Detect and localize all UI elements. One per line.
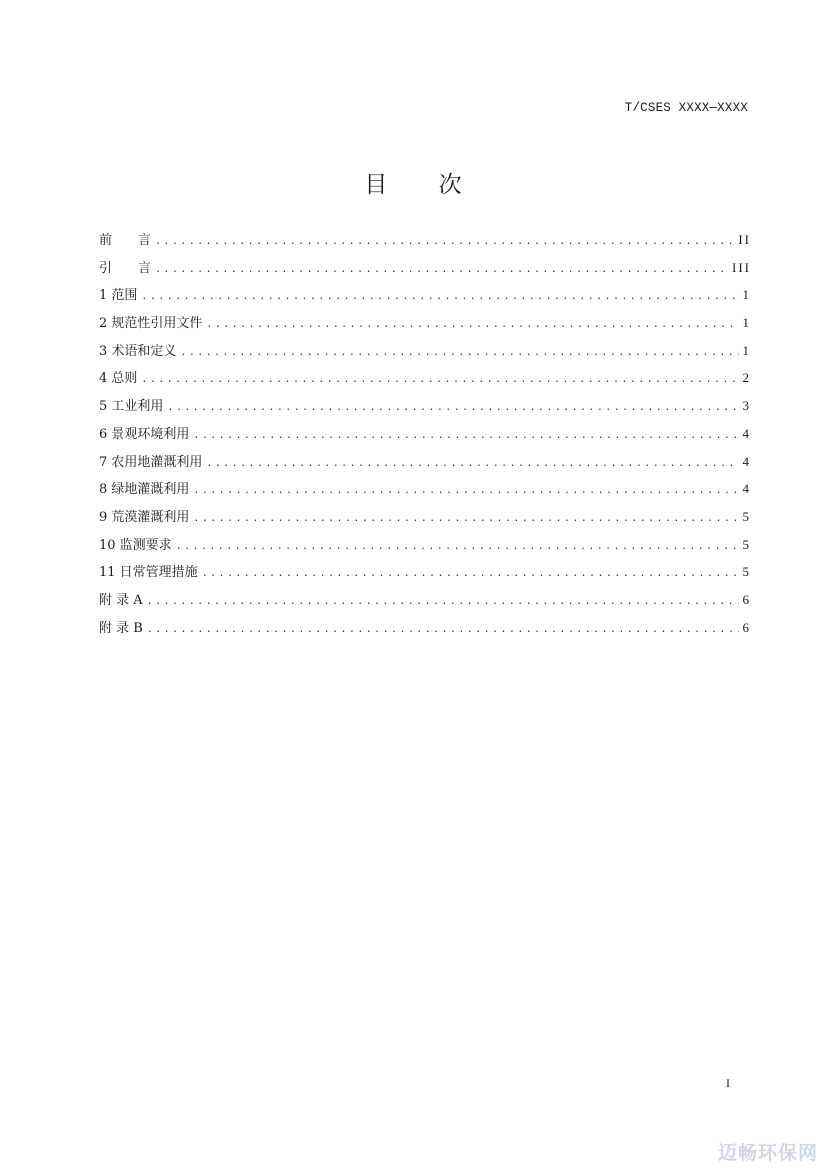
toc-entry-label: 4 总则	[99, 371, 138, 387]
table-of-contents	[99, 229, 749, 644]
toc-leader-dots	[147, 625, 739, 635]
toc-leader-dots	[180, 348, 738, 358]
toc-entry-normative-references[interactable]	[99, 312, 749, 340]
toc-entry-page: III	[732, 259, 751, 275]
toc-entry-general[interactable]	[99, 367, 749, 395]
toc-entry-page: 1	[742, 315, 751, 331]
toc-leader-dots	[141, 292, 738, 302]
toc-entry-page: 6	[742, 619, 751, 635]
toc-entry-page: II	[738, 232, 751, 247]
toc-entry-label: 附 录 B	[99, 620, 143, 636]
toc-entry-industrial-use[interactable]	[99, 395, 749, 423]
toc-entry-page: 6	[742, 591, 751, 607]
toc-leader-dots	[202, 569, 739, 579]
toc-entry-label: 1 范围	[99, 288, 138, 304]
toc-entry-farmland-irrigation[interactable]	[99, 451, 749, 479]
toc-entry-label: 3 术语和定义	[99, 343, 177, 359]
toc-entry-label: 5 工业利用	[99, 399, 164, 415]
toc-leader-dots	[193, 486, 738, 496]
toc-leader-dots	[206, 459, 738, 469]
toc-leader-dots	[155, 237, 734, 247]
toc-entry-landscape-use[interactable]	[99, 423, 749, 451]
toc-entry-monitoring[interactable]	[99, 534, 749, 562]
toc-entry-label: 2 规范性引用文件	[99, 316, 203, 332]
toc-entry-label: 引 言	[99, 260, 152, 276]
toc-entry-page: 4	[742, 481, 751, 497]
toc-entry-page: 4	[742, 425, 751, 441]
toc-leader-dots	[193, 514, 738, 524]
toc-entry-label: 8 绿地灌溉利用	[99, 482, 190, 498]
toc-entry-page: 3	[742, 398, 751, 414]
toc-entry-label: 10 监测要求	[99, 537, 172, 553]
toc-entry-terms-definitions[interactable]	[99, 340, 749, 368]
page-number: I	[726, 1076, 730, 1090]
page-title: 目 次	[364, 172, 484, 198]
watermark: 迈畅环保网	[717, 1142, 818, 1164]
toc-entry-appendix-a[interactable]	[99, 589, 749, 617]
toc-entry-label: 附 录 A	[99, 592, 143, 608]
toc-entry-daily-management[interactable]	[99, 561, 749, 589]
toc-entry-page: 5	[742, 536, 751, 552]
toc-entry-desert-irrigation[interactable]	[99, 506, 749, 534]
toc-entry-preface[interactable]	[99, 229, 749, 257]
toc-entry-appendix-b[interactable]	[99, 617, 749, 645]
toc-entry-label: 前 言	[99, 233, 152, 248]
document-code: T/CSES XXXX—XXXX	[624, 101, 748, 115]
toc-entry-scope[interactable]	[99, 284, 749, 312]
toc-entry-label: 9 荒漠灌溉利用	[99, 509, 190, 525]
toc-entry-page: 5	[742, 508, 751, 524]
toc-entry-introduction[interactable]	[99, 257, 749, 285]
toc-entry-page: 5	[742, 564, 751, 580]
toc-leader-dots	[193, 431, 738, 441]
toc-leader-dots	[147, 597, 739, 607]
toc-entry-page: 1	[742, 342, 751, 358]
toc-leader-dots	[176, 542, 739, 552]
toc-entry-page: 1	[742, 287, 751, 303]
toc-entry-label: 6 景观环境利用	[99, 426, 190, 442]
toc-leader-dots	[155, 265, 728, 275]
toc-entry-page: 4	[742, 453, 751, 469]
toc-leader-dots	[167, 403, 738, 413]
toc-leader-dots	[206, 320, 738, 330]
toc-entry-greenland-irrigation[interactable]	[99, 478, 749, 506]
toc-entry-label: 11 日常管理措施	[99, 565, 198, 581]
toc-entry-label: 7 农用地灌溉利用	[99, 454, 203, 470]
toc-leader-dots	[141, 375, 738, 385]
toc-entry-page: 2	[742, 370, 751, 386]
